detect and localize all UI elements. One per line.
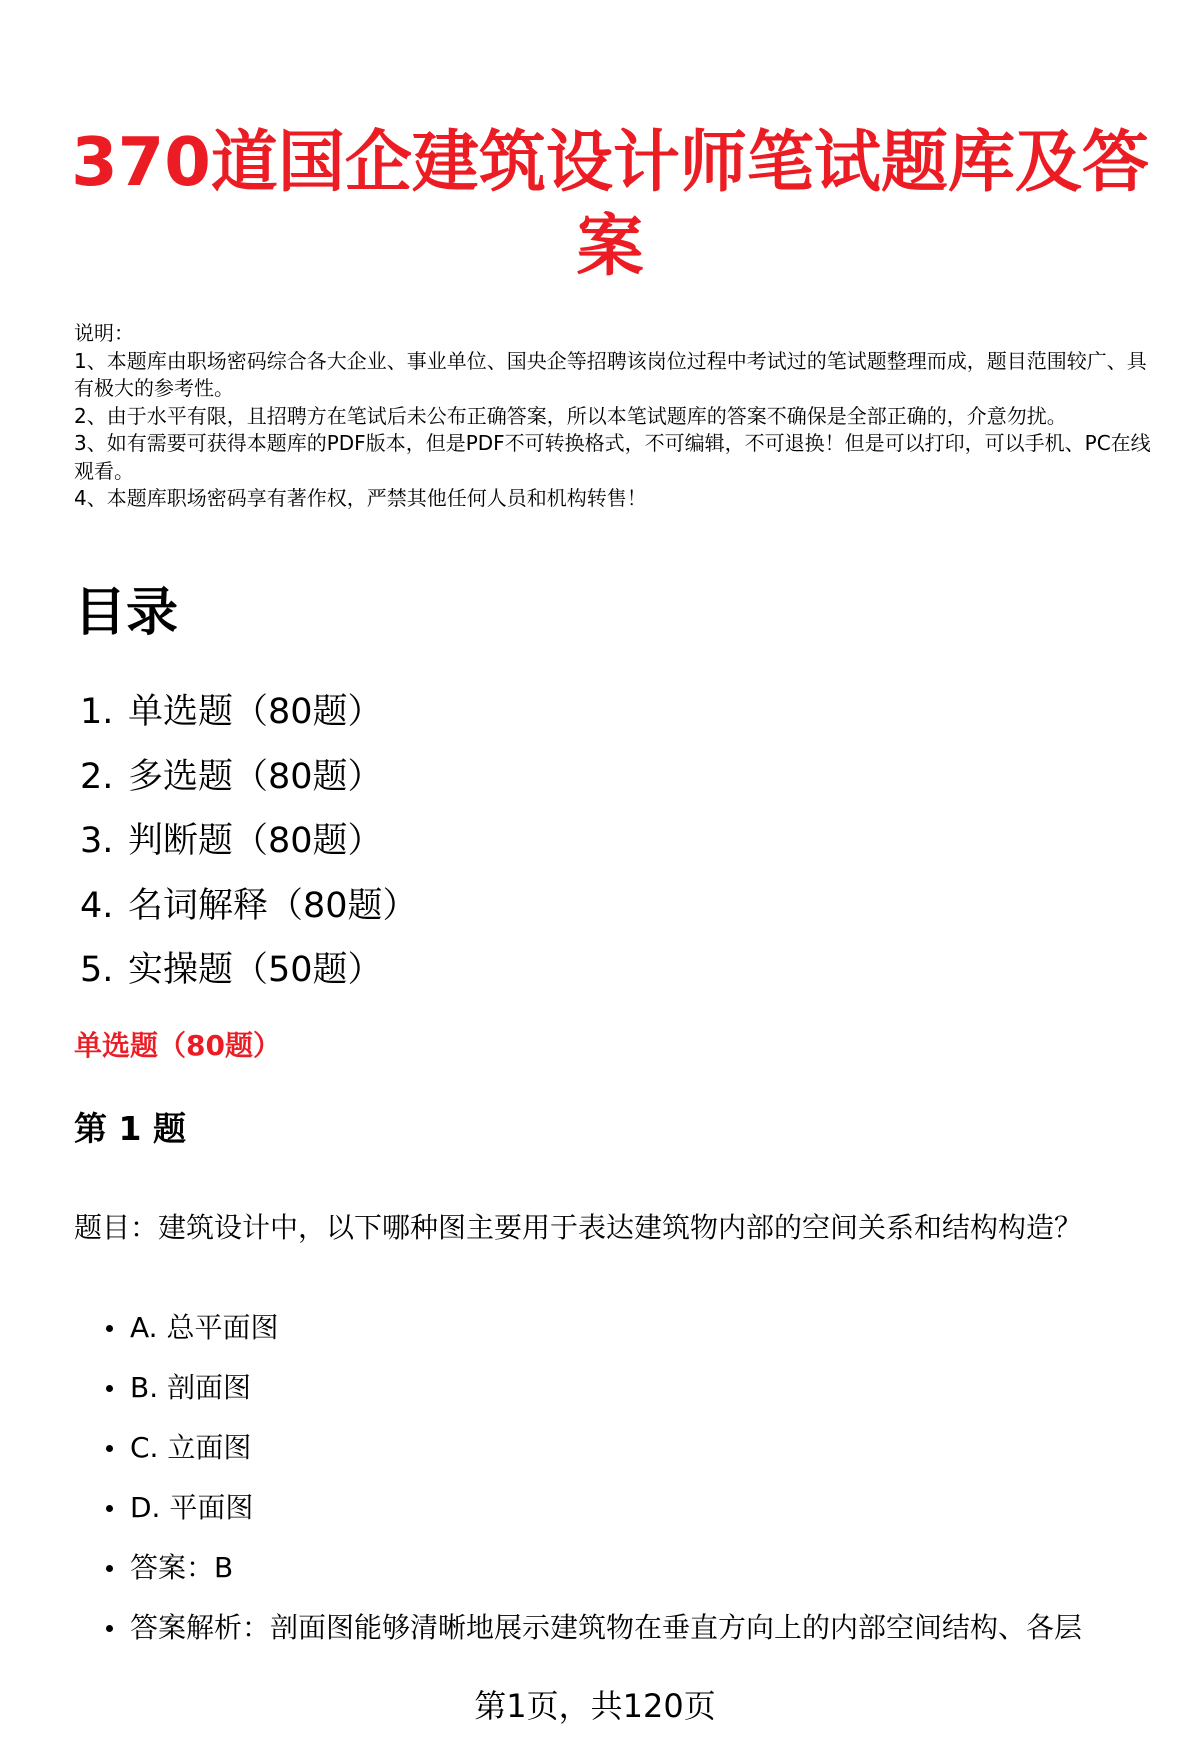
toc-item[interactable] bbox=[80, 874, 418, 939]
answer-label: 答案：B bbox=[130, 1551, 234, 1584]
option-label: B. 剖面图 bbox=[130, 1371, 252, 1404]
bullet-icon bbox=[106, 1385, 113, 1392]
toc-item[interactable] bbox=[80, 938, 418, 1003]
note-item: 1、本题库由职场密码综合各大企业、事业单位、国央企等招聘该岗位过程中考试过的笔试题整理而成，题目范围较广、具有极大的参考性。 bbox=[74, 348, 1147, 400]
toc-item-number: 1. bbox=[80, 692, 114, 732]
bullet-icon bbox=[106, 1325, 113, 1332]
bullet-icon bbox=[106, 1445, 113, 1452]
bullet-icon bbox=[106, 1565, 113, 1572]
explanation-item bbox=[100, 1598, 1160, 1658]
toc-item[interactable] bbox=[80, 809, 418, 874]
explanation-label: 答案解析：剖面图能够清晰地展示建筑物在垂直方向上的内部空间结构、各层 bbox=[130, 1611, 1083, 1644]
option-item bbox=[100, 1298, 1160, 1358]
question-text: 题目：建筑设计中，以下哪种图主要用于表达建筑物内部的空间关系和结构构造？ bbox=[74, 1211, 1083, 1244]
answer-item bbox=[100, 1538, 1160, 1598]
toc-list bbox=[80, 680, 418, 1003]
bullet-icon bbox=[106, 1625, 113, 1632]
notes-heading: 说明： bbox=[74, 321, 134, 345]
note-item: 4、本题库职场密码享有著作权，严禁其他任何人员和机构转售！ bbox=[74, 486, 647, 510]
bullet-icon bbox=[106, 1505, 113, 1512]
toc-item-number: 5. bbox=[80, 950, 114, 990]
toc-item[interactable] bbox=[80, 680, 418, 745]
question-heading: 第 1 题 bbox=[74, 1109, 186, 1148]
toc-item-label: 多选题（80题） bbox=[128, 756, 383, 797]
option-item bbox=[100, 1418, 1160, 1478]
toc-heading: 目录 bbox=[74, 583, 179, 643]
notes-block bbox=[74, 320, 1154, 513]
toc-item-label: 实操题（50题） bbox=[128, 950, 383, 990]
toc-item-label: 名词解释（80题） bbox=[128, 885, 418, 926]
question-options bbox=[100, 1298, 1160, 1658]
page-footer: 第1页，共120页 bbox=[474, 1687, 716, 1725]
toc-item-number: 2. bbox=[80, 756, 114, 797]
document-title: 370道国企建筑设计师笔试题库及答案 bbox=[71, 123, 1149, 285]
option-item bbox=[100, 1478, 1160, 1538]
option-label: A. 总平面图 bbox=[130, 1311, 279, 1344]
section-heading: 单选题（80题） bbox=[74, 1029, 281, 1062]
toc-item[interactable] bbox=[80, 745, 418, 810]
option-label: D. 平面图 bbox=[130, 1491, 254, 1524]
option-item bbox=[100, 1358, 1160, 1418]
toc-item-number: 3. bbox=[80, 821, 114, 861]
toc-item-number: 4. bbox=[80, 885, 114, 926]
option-label: C. 立面图 bbox=[130, 1431, 252, 1464]
note-item: 3、如有需要可获得本题库的PDF版本，但是PDF不可转换格式，不可编辑，不可退换！但是可以打印，可以手机、PC在线观看。 bbox=[74, 431, 1151, 483]
toc-item-label: 判断题（80题） bbox=[128, 821, 383, 861]
note-item: 2、由于水平有限，且招聘方在笔试后未公布正确答案，所以本笔试题库的答案不确保是全部正确的，介意勿扰。 bbox=[74, 403, 1067, 428]
toc-item-label: 单选题（80题） bbox=[128, 692, 383, 732]
